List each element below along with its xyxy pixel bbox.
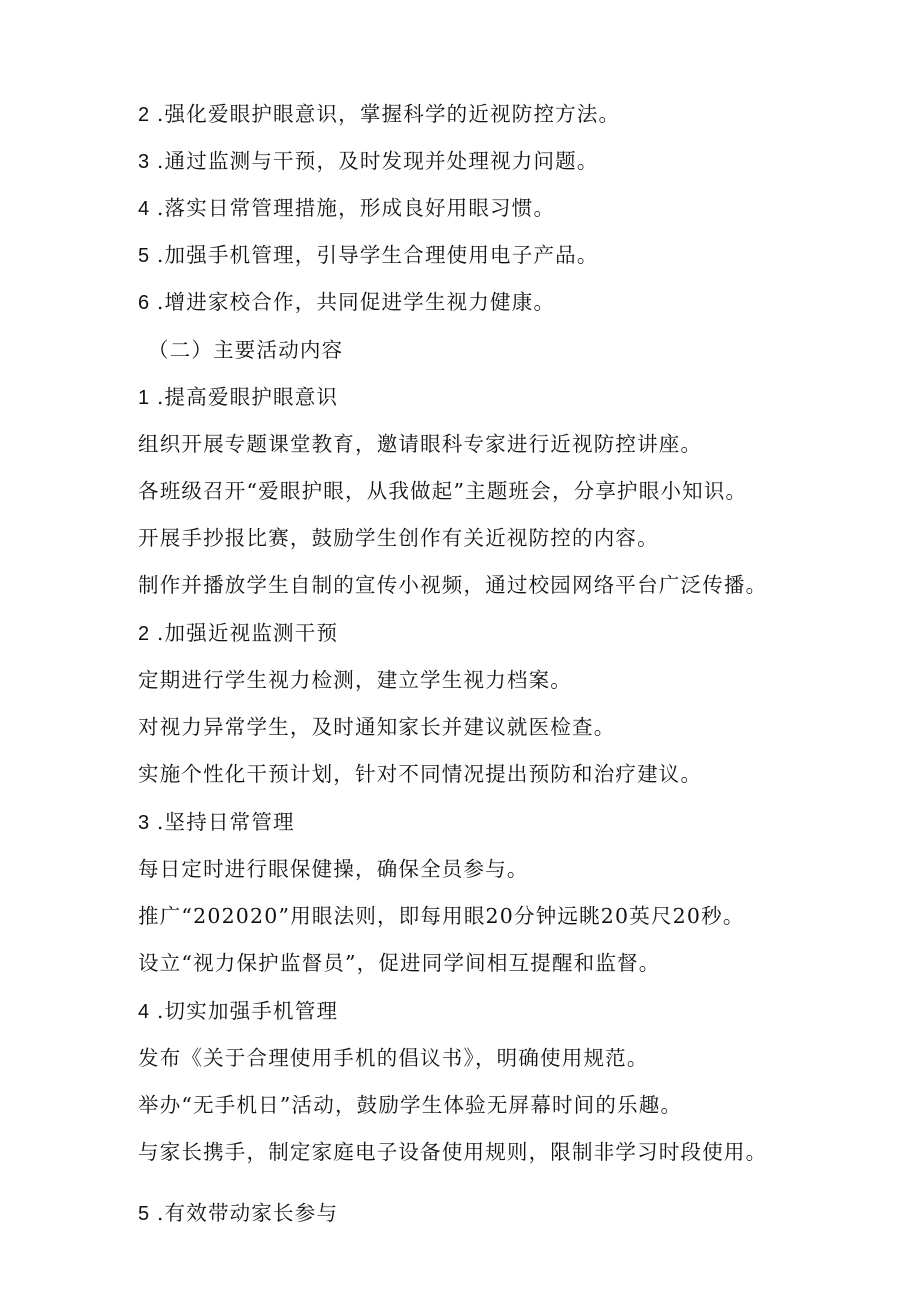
paragraph-line xyxy=(138,713,615,741)
paragraph-text: 发布《关于合理使用手机的倡议书》，明确使用规范。 xyxy=(138,1046,649,1070)
paragraph-text: 设立“视力保护监督员”，促进同学间相互提醒和监督。 xyxy=(138,951,661,975)
paragraph-text: 推广“202020”用眼法则，即每用眼20分钟远眺20英尺20秒。 xyxy=(138,904,745,928)
paragraph-text: 与家长携手，制定家庭电子设备使用规则，限制非学习时段使用。 xyxy=(138,1140,768,1164)
item-number: 6 xyxy=(138,292,150,314)
subheading-4 xyxy=(138,997,338,1026)
goal-item-2 xyxy=(138,100,620,129)
goal-item-5 xyxy=(138,241,599,270)
paragraph-text: 组织开展专题课堂教育，邀请眼科专家进行近视防控讲座。 xyxy=(138,432,703,456)
paragraph-line xyxy=(138,855,529,883)
paragraph-line xyxy=(138,666,572,694)
paragraph-text: 定期进行学生视力检测，建立学生视力档案。 xyxy=(138,668,572,692)
item-text: .加强手机管理，引导学生合理使用电子产品。 xyxy=(149,243,599,267)
paragraph-line xyxy=(138,477,747,505)
item-text: .通过监测与干预，及时发现并处理视力问题。 xyxy=(149,149,599,173)
section-heading xyxy=(148,336,343,364)
paragraph-line xyxy=(138,902,745,930)
subheading-3 xyxy=(138,808,295,837)
paragraph-line xyxy=(138,760,702,788)
item-number: 3 xyxy=(138,812,150,834)
paragraph-text: 制作并播放学生自制的宣传小视频，通过校园网络平台广泛传播。 xyxy=(138,573,768,597)
paragraph-text: 对视力异常学生，及时通知家长并建议就医检查。 xyxy=(138,715,616,739)
paragraph-line xyxy=(138,524,659,552)
item-number: 2 xyxy=(138,104,150,126)
subheading-2 xyxy=(138,619,338,648)
subheading-text: .提高爱眼护眼意识 xyxy=(149,385,339,409)
goal-item-6 xyxy=(138,288,555,317)
subheading-5 xyxy=(138,1199,338,1228)
paragraph-text: 开展手抄报比赛，鼓励学生创作有关近视防控的内容。 xyxy=(138,526,659,550)
item-number: 5 xyxy=(138,245,150,267)
paragraph-line xyxy=(138,949,660,977)
paragraph-line xyxy=(138,571,767,599)
item-number: 2 xyxy=(138,623,150,645)
goal-item-4 xyxy=(138,194,555,223)
item-number: 4 xyxy=(138,198,150,220)
item-text: .强化爱眼护眼意识，掌握科学的近视防控方法。 xyxy=(149,102,621,126)
paragraph-line xyxy=(138,1138,767,1166)
paragraph-text: 举办“无手机日”活动，鼓励学生体验无屏幕时间的乐趣。 xyxy=(138,1093,683,1117)
subheading-1 xyxy=(138,383,338,412)
paragraph-line xyxy=(138,1091,682,1119)
paragraph-text: 各班级召开“爱眼护眼，从我做起”主题班会，分享护眼小知识。 xyxy=(138,479,748,503)
item-number: 5 xyxy=(138,1203,150,1225)
paragraph-text: 每日定时进行眼保健操，确保全员参与。 xyxy=(138,857,529,881)
item-text: .增进家校合作，共同促进学生视力健康。 xyxy=(149,290,556,314)
item-text: .落实日常管理措施，形成良好用眼习惯。 xyxy=(149,196,556,220)
subheading-text: .有效带动家长参与 xyxy=(149,1201,339,1225)
item-number: 1 xyxy=(138,387,150,409)
item-number: 4 xyxy=(138,1001,150,1023)
subheading-text: .切实加强手机管理 xyxy=(149,999,339,1023)
paragraph-line xyxy=(138,1044,649,1072)
subheading-text: .坚持日常管理 xyxy=(149,810,295,834)
section-heading-text: （二）主要活动内容 xyxy=(148,338,344,362)
item-number: 3 xyxy=(138,151,150,173)
paragraph-text: 实施个性化干预计划，针对不同情况提出预防和治疗建议。 xyxy=(138,762,703,786)
paragraph-line xyxy=(138,430,702,458)
goal-item-3 xyxy=(138,147,599,176)
subheading-text: .加强近视监测干预 xyxy=(149,621,339,645)
